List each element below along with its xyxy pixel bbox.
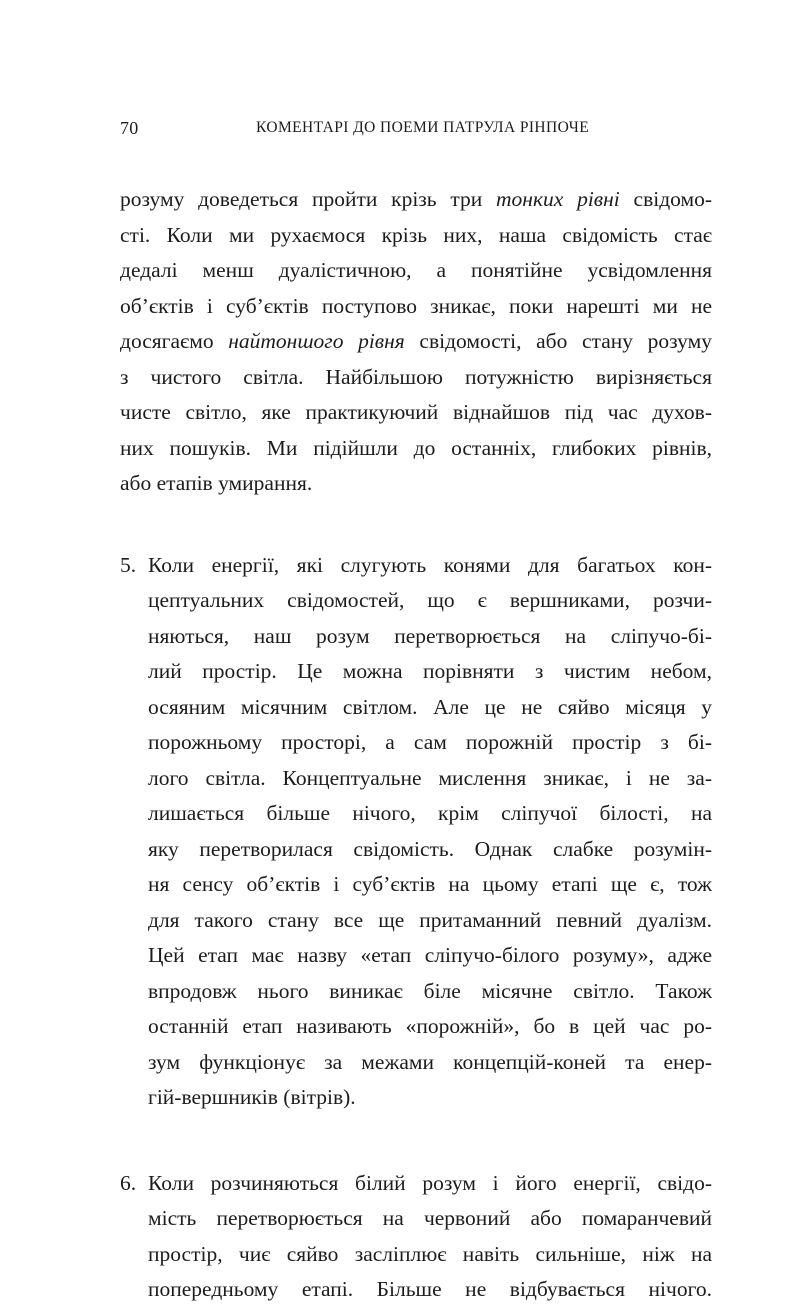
text-line: об’єктів і суб’єктів поступово зникає, поки нарешті ми не <box>120 293 712 318</box>
running-title: КОМЕНТАРІ ДО ПОЕМИ ПАТРУЛА РІНПОЧЕ <box>256 119 590 136</box>
text-line: сті. Коли ми рухаємося крізь них, наша свідомість стає <box>120 222 712 247</box>
text-line: попередньому етапі. Більше не відбувається нічого. <box>148 1277 712 1301</box>
text-line: цептуальних свідомостей, що є вершниками, розчи- <box>148 588 712 612</box>
list-item-5 <box>120 548 712 1116</box>
list-number: 5. <box>120 552 137 577</box>
text-line: впродовж нього виникає біле місячне світло. Також <box>148 978 712 1003</box>
italic-term: найтоншого рівня <box>228 329 405 353</box>
text-line: ня сенсу об’єктів і суб’єктів на цьому етапі ще є, тож <box>148 872 712 896</box>
intro-paragraph <box>120 182 712 502</box>
text-line: осяяним місячним світлом. Але це не сяйво місяця у <box>148 694 712 719</box>
running-header <box>120 118 712 148</box>
text-line: няються, наш розум перетворюється на сліпучо-бі- <box>148 623 712 648</box>
paragraph-gap <box>120 502 712 548</box>
italic-term: тонких рівні <box>496 187 620 211</box>
text-line: лишається більше нічого, крім сліпучої білості, на <box>148 801 712 825</box>
text-line: лого світла. Концептуальне мислення зникає, і не за- <box>148 765 712 790</box>
text-line: останній етап називають «порожній», бо в цей час ро- <box>148 1014 712 1038</box>
page-number: 70 <box>120 118 139 138</box>
text-line <box>120 182 712 218</box>
text-line: мість перетворюється на червоний або помаранчевий <box>148 1206 712 1230</box>
text-line: лий простір. Це можна порівняти з чистим небом, <box>148 659 712 683</box>
list-number: 6. <box>120 1170 137 1195</box>
text-line: простір, чиє сяйво засліплює навіть сильніше, ніж на <box>148 1241 712 1266</box>
text-line: або етапів умирання. <box>120 471 313 495</box>
paragraph-gap <box>120 1116 712 1166</box>
text-line: них пошуків. Ми підійшли до останніх, глибоких рівнів, <box>120 435 712 460</box>
text-line: Коли розчиняються білий розум і його енергії, свідо- <box>148 1170 712 1195</box>
text-line: для такого стану все ще притаманний певний дуалізм. <box>148 907 712 932</box>
list-item-6 <box>120 1166 712 1308</box>
text-run: свідомо- <box>619 187 712 211</box>
text-line: яку перетворилася свідомість. Однак слабке розумін- <box>148 836 712 861</box>
text-run: досягаємо <box>120 329 229 353</box>
text-line: дедалі менш дуалістичною, а понятійне усвідомлення <box>120 258 712 282</box>
text-run: розуму доведеться пройти крізь три <box>120 187 497 211</box>
text-line: чисте світло, яке практикуючий віднайшов під час духов- <box>120 400 712 424</box>
text-line: зум функціонує за межами концепцій-коней та енер- <box>148 1049 712 1074</box>
text-line: Коли енергії, які слугують конями для багатьох кон- <box>148 552 712 577</box>
text-line <box>120 324 712 360</box>
text-line: порожньому просторі, а сам порожній простір з бі- <box>148 730 712 754</box>
text-line: Цей етап має назву «етап сліпучо-білого розуму», адже <box>148 943 712 967</box>
text-line: з чистого світла. Найбільшою потужністю вирізняється <box>120 364 712 389</box>
text-run: свідомості, або стану розуму <box>404 329 712 353</box>
body-text <box>120 182 712 1308</box>
text-line: гій-вершників (вітрів). <box>148 1085 356 1109</box>
